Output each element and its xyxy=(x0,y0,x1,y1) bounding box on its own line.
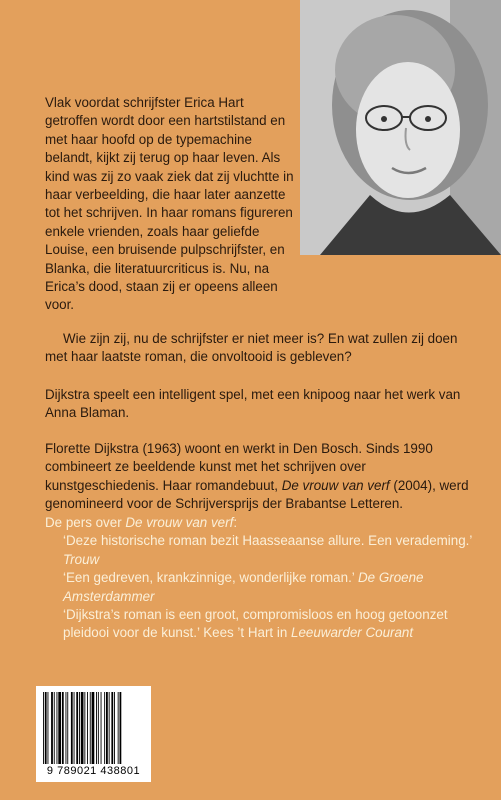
barcode-bar xyxy=(87,692,88,764)
barcode-bar xyxy=(71,692,73,764)
press-quote-source: De Groene Amsterdammer xyxy=(63,570,424,604)
barcode-bar xyxy=(106,692,108,764)
barcode-bar xyxy=(74,692,75,764)
press-quote-2 xyxy=(45,569,475,606)
barcode-bar xyxy=(120,692,122,764)
press-quote-text: ‘Een gedreven, krankzinnige, wonderlijke roman.’ xyxy=(63,570,358,586)
barcode-bar xyxy=(109,692,110,764)
barcode-bar xyxy=(76,692,78,764)
barcode-bar xyxy=(66,692,67,764)
author-bio-text-a: Florette Dijkstra (1963) woont en werkt in Den Bosch. Sinds 1990 combineert ze beeldende kunst met het schrijven over kunstgeschiedenis. Haar romandebuut, xyxy=(45,441,433,493)
barcode-bar xyxy=(118,692,119,764)
author-portrait-image xyxy=(300,0,501,255)
blurb-paragraph-1b xyxy=(45,330,475,367)
barcode-bar xyxy=(51,692,53,764)
barcode-bar xyxy=(92,692,95,764)
barcode-bar xyxy=(62,692,64,764)
barcode-bar xyxy=(67,692,68,764)
barcode-bar xyxy=(84,692,85,764)
barcode-bar xyxy=(57,692,58,764)
barcode-bar xyxy=(114,692,115,764)
press-intro-text: De pers over xyxy=(45,515,126,530)
author-bio-book-title: De vrouw van verf xyxy=(281,477,390,493)
barcode-bar xyxy=(111,692,113,764)
blurb-paragraph-1b-text: Wie zijn zij, nu de schrijfster er niet meer is? En wat zullen zij doen met haar laatste roman, die onvoltooid is gebleven? xyxy=(45,331,458,365)
author-photo xyxy=(300,0,501,255)
barcode-bars xyxy=(41,692,146,764)
press-quote-3 xyxy=(45,606,475,643)
barcode-bar xyxy=(96,692,97,764)
author-bio-text-b: (2004), werd genomineerd voor de Schrijversprijs der Brabantse Letteren. xyxy=(45,477,469,512)
press-quote-text: ‘Dijkstra’s roman is een groot, compromisloos en hoog getoonzet pleidooi voor de kunst.’ Kees ’t Hart in xyxy=(63,607,448,641)
barcode-bar xyxy=(54,692,55,764)
barcode-bar xyxy=(45,692,47,764)
isbn-barcode xyxy=(36,686,151,782)
barcode-bar xyxy=(101,692,102,764)
press-quote-1 xyxy=(45,532,475,569)
press-intro xyxy=(45,514,475,532)
barcode-bar xyxy=(90,692,91,764)
barcode-bar xyxy=(48,692,49,764)
author-bio xyxy=(45,440,475,514)
isbn-number: 9 789021 438801 xyxy=(46,765,141,777)
barcode-bar xyxy=(98,692,99,764)
barcode-bar xyxy=(79,692,80,764)
press-intro-title: De vrouw van verf xyxy=(125,515,234,530)
press-quote-source: Leeuwarder Courant xyxy=(291,625,414,641)
press-quote-text: ‘Deze historische roman bezit Haasseaanse allure. Een verademing.’ xyxy=(63,533,472,549)
press-quote-source: Trouw xyxy=(63,551,100,567)
press-intro-colon: : xyxy=(233,515,238,530)
blurb-paragraph-1: Vlak voordat schrijfster Erica Hart getroffen wordt door een hartstilstand en met haar hoofd op de typemachine belandt, kijkt zij terug op haar leven. Als kind was zij zo vaak ziek dat zij vluchtte in haar verbeelding, die haar later aanzette tot het schrijven. In haar romans figureren enkele vrienden, zoals haar geliefde Louise, een bruisende pulpschrijfster, en Blanka, die literatuurcriticus is. Nu, na Erica’s dood, staan zij er opeens alleen voor. xyxy=(45,95,294,313)
barcode-bar xyxy=(81,692,84,764)
blurb-paragraph-2: Dijkstra speelt een intelligent spel, met een knipoog naar het werk van Anna Blaman. xyxy=(45,387,461,421)
barcode-bar xyxy=(104,692,105,764)
barcode-bar xyxy=(43,692,44,764)
barcode-bar xyxy=(58,692,61,764)
press-quotes xyxy=(45,514,475,643)
